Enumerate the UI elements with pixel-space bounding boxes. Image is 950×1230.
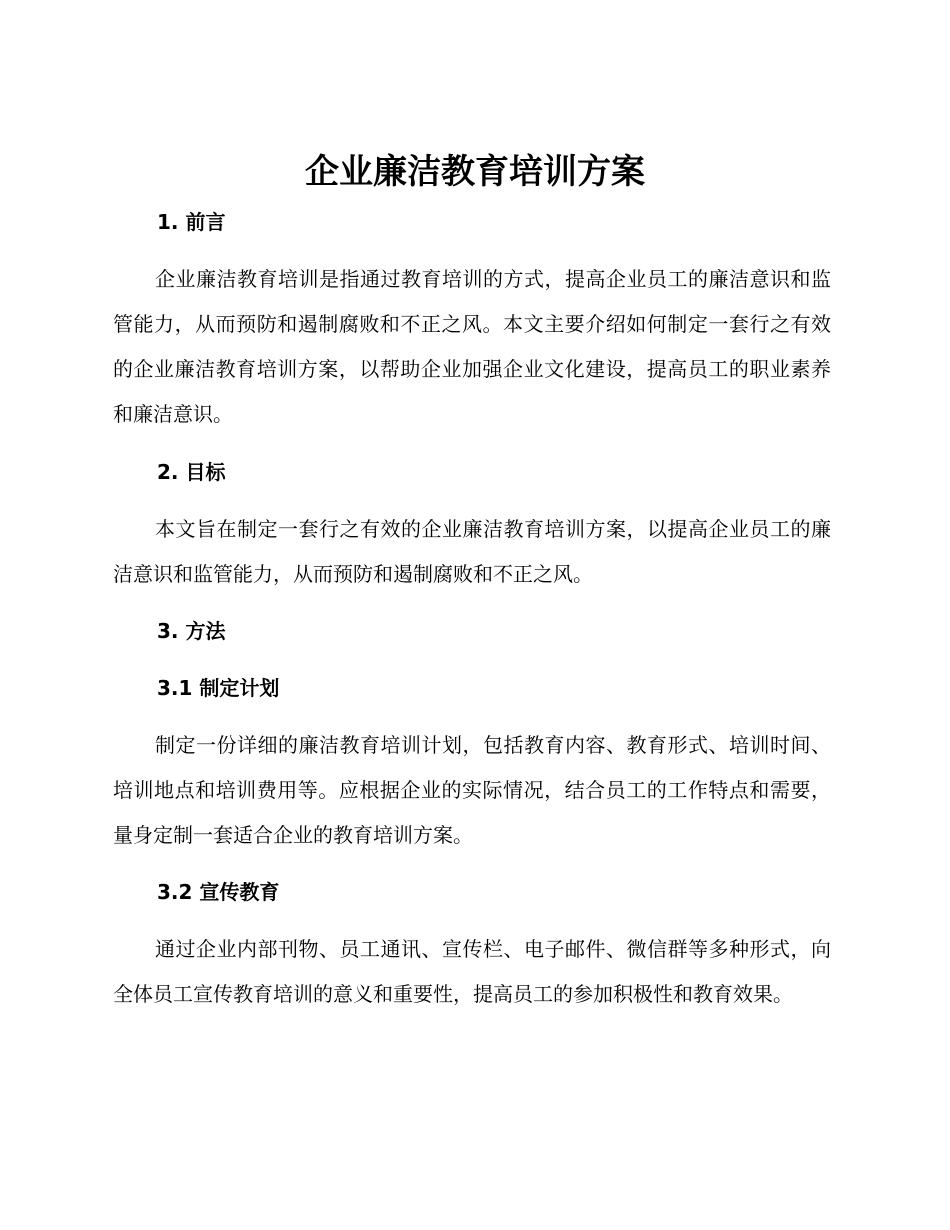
section-heading-publicity: 3.2 宣传教育 — [157, 880, 280, 904]
section-paragraph-publicity: 通过企业内部刊物、员工通讯、宣传栏、电子邮件、微信群等多种形式，向全体员工宣传教育培训的意义和重要性，提高员工的参加积极性和教育效果。 — [113, 937, 831, 1006]
section-paragraph-goal: 本文旨在制定一套行之有效的企业廉洁教育培训方案，以提高企业员工的廉洁意识和监管能力，从而预防和遏制腐败和不正之风。 — [113, 517, 831, 586]
section-heading-method: 3. 方法 — [157, 619, 226, 643]
section-paragraph-plan: 制定一份详细的廉洁教育培训计划，包括教育内容、教育形式、培训时间、培训地点和培训费用等。应根据企业的实际情况，结合员工的工作特点和需要，量身定制一套适合企业的教育培训方案。 — [113, 733, 831, 847]
section-heading-preface: 1. 前言 — [157, 210, 226, 234]
section-heading-goal: 2. 目标 — [157, 460, 226, 484]
section-paragraph-preface: 企业廉洁教育培训是指通过教育培训的方式，提高企业员工的廉洁意识和监管能力，从而预防和遏制腐败和不正之风。本文主要介绍如何制定一套行之有效的企业廉洁教育培训方案，以帮助企业加强企业文化建设，提高员工的职业素养和廉洁意识。 — [113, 267, 831, 426]
section-heading-plan: 3.1 制定计划 — [157, 676, 280, 700]
document-title: 企业廉洁教育培训方案 — [305, 152, 645, 192]
